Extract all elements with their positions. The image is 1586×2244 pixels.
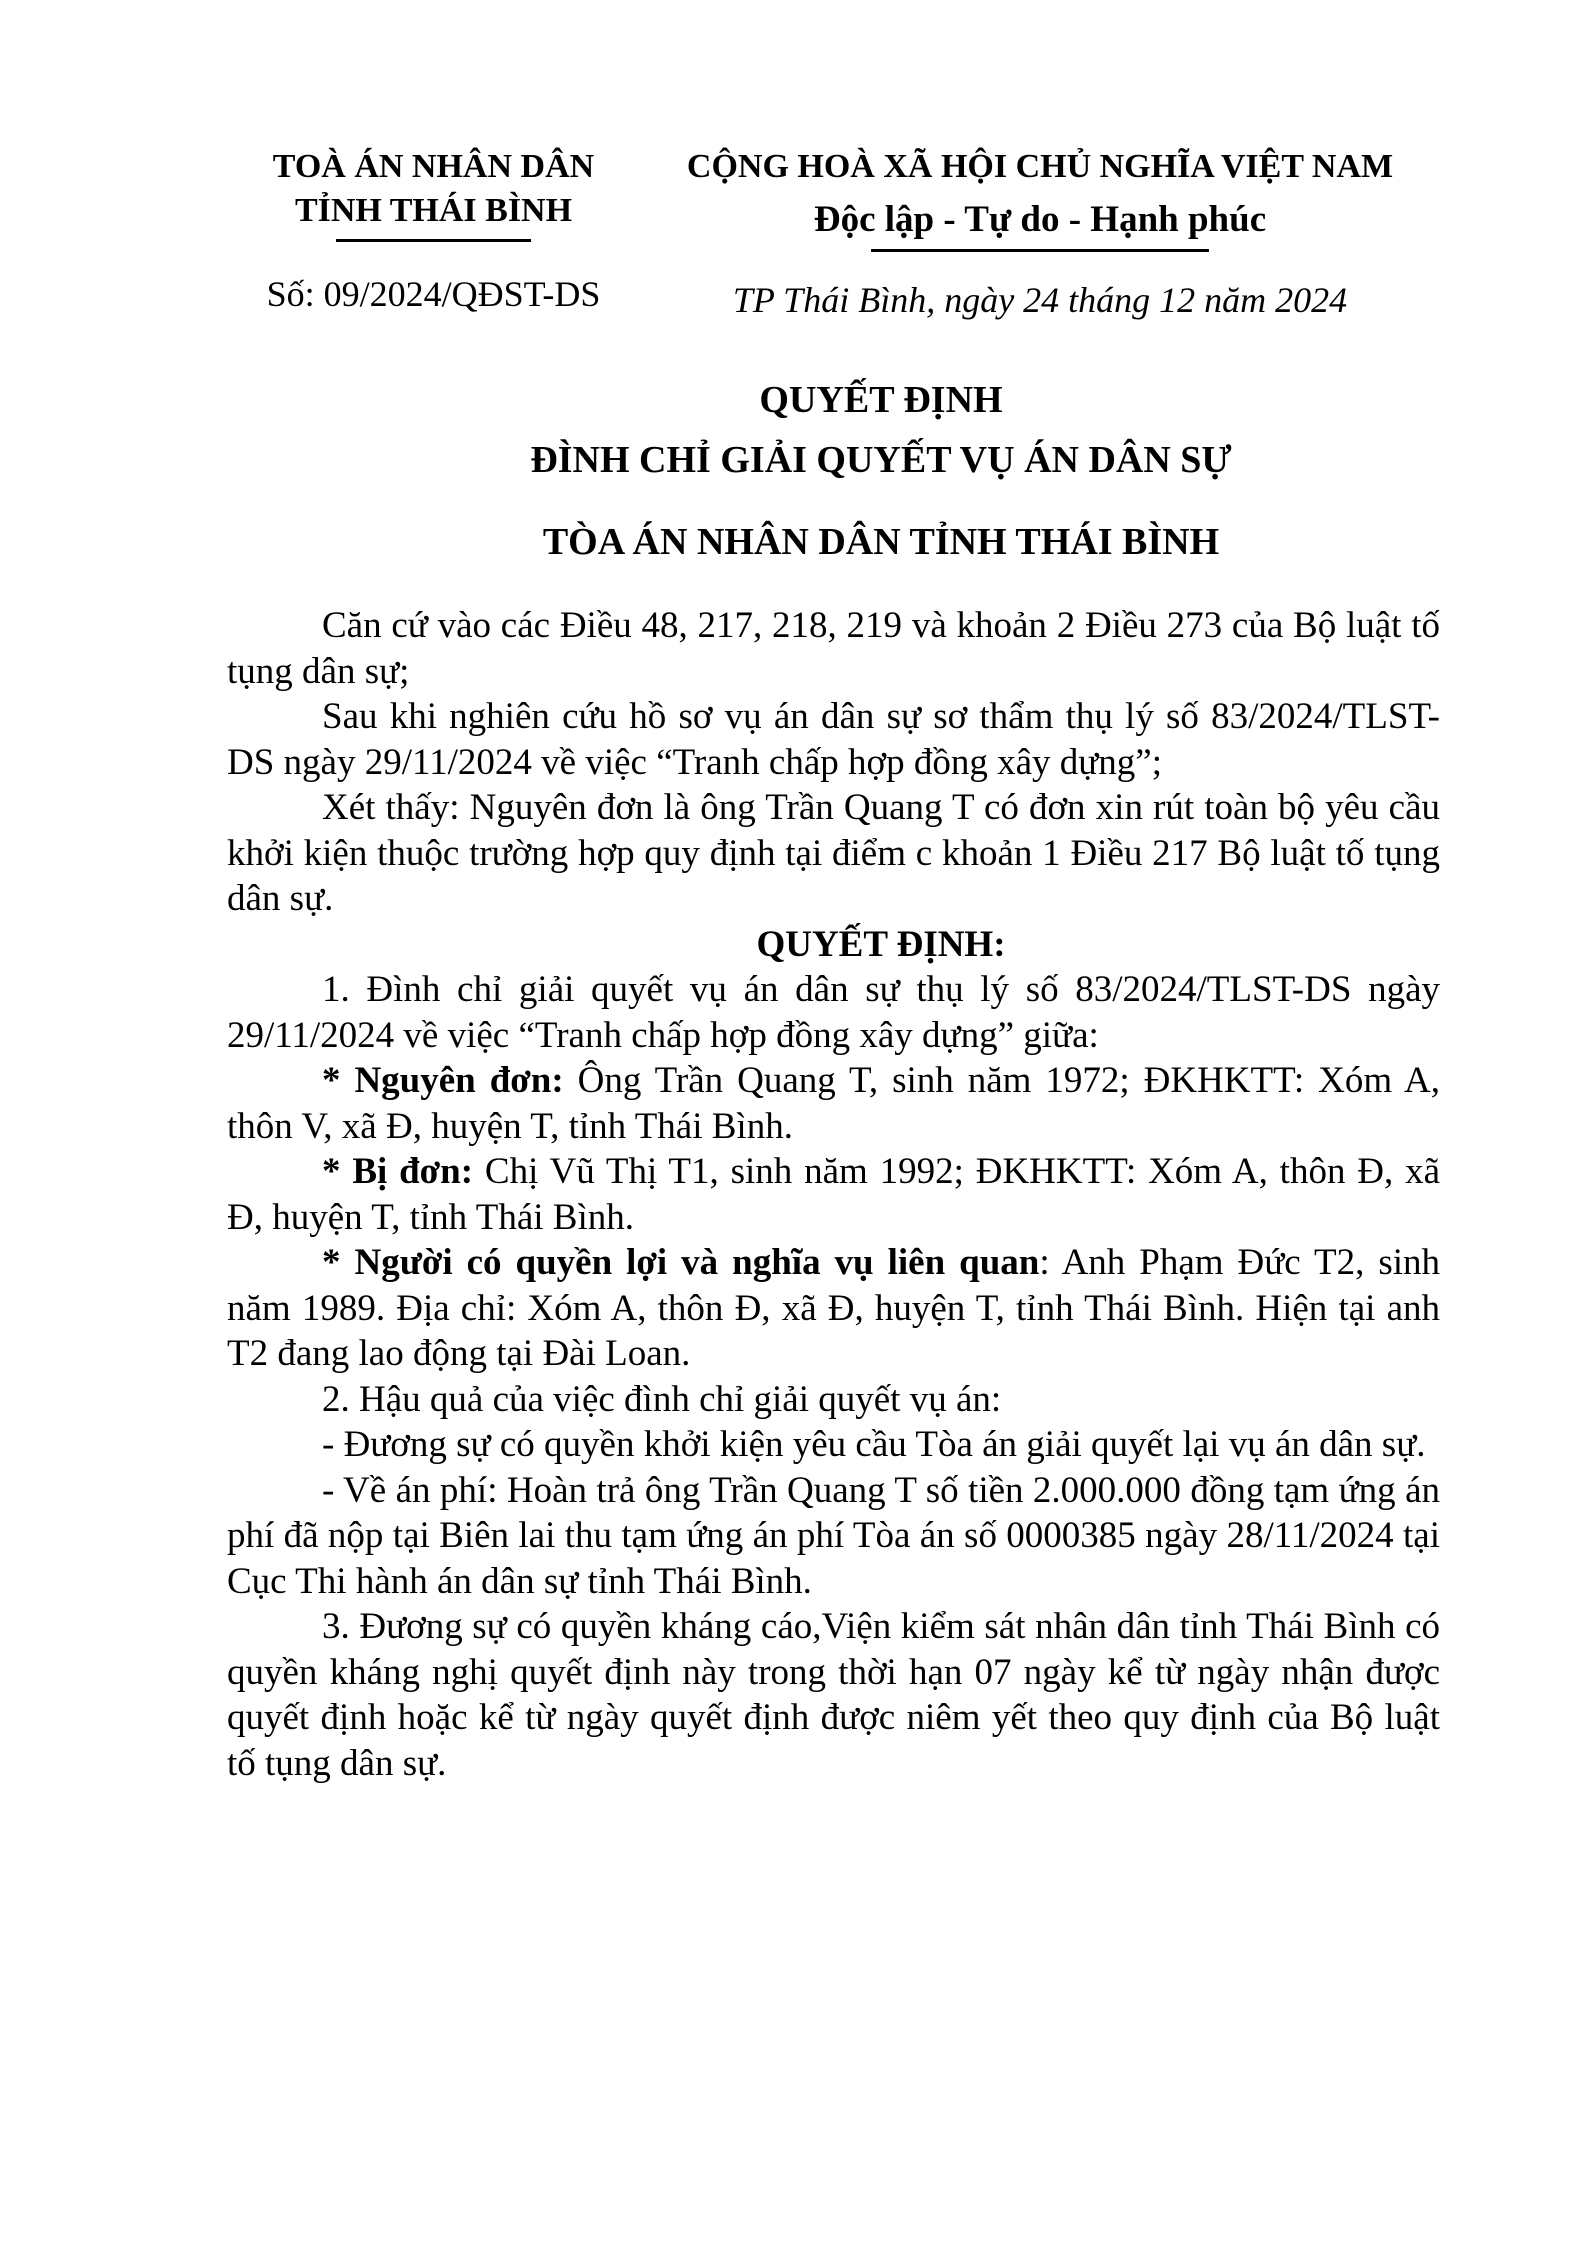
decision-item-2-point: - Về án phí: Hoàn trả ông Trần Quang T số tiền 2.000.000 đồng tạm ứng án phí đã nộp tại Biên lai thu tạm ứng án phí Tòa án số 0000385 ngày 28/11/2024 tại Cục Thi hành án dân sự tỉnh Thái Bình. bbox=[227, 1469, 1440, 1602]
document-number: Số: 09/2024/QĐST-DS bbox=[266, 274, 601, 314]
header-left-rule bbox=[336, 239, 531, 242]
party-defendant-label: * Bị đơn: bbox=[322, 1151, 474, 1192]
party-plaintiff-label: * Nguyên đơn: bbox=[322, 1060, 564, 1101]
country-name-line: CỘNG HOÀ XÃ HỘI CHỦ NGHĨA VIỆT NAM bbox=[686, 148, 1394, 185]
document-header bbox=[227, 145, 1440, 322]
document-court-title: TÒA ÁN NHÂN DÂN TỈNH THÁI BÌNH bbox=[542, 521, 1220, 563]
issuing-authority-block bbox=[227, 145, 640, 322]
document-subtitle: ĐÌNH CHỈ GIẢI QUYẾT VỤ ÁN DÂN SỰ bbox=[530, 439, 1232, 481]
preamble-paragraph: Xét thấy: Nguyên đơn là ông Trần Quang T có đơn xin rút toàn bộ yêu cầu khởi kiện thuộc trường hợp quy định tại điểm c khoản 1 Điều 217 Bộ luật tố tụng dân sự. bbox=[227, 787, 1440, 919]
document-body bbox=[227, 603, 1440, 1786]
document-title-block bbox=[227, 377, 1440, 565]
national-motto-line: Độc lập - Tự do - Hạnh phúc bbox=[813, 199, 1267, 240]
preamble-paragraph: Sau khi nghiên cứu hồ sơ vụ án dân sự sơ thẩm thụ lý số 83/2024/TLST-DS ngày 29/11/2024 về việc “Tranh chấp hợp đồng xây dựng”; bbox=[227, 696, 1440, 783]
document-title: QUYẾT ĐỊNH bbox=[759, 379, 1003, 421]
party-related-person bbox=[227, 1240, 1440, 1377]
place-date-line: TP Thái Bình, ngày 24 tháng 12 năm 2024 bbox=[732, 280, 1348, 320]
header-right-rule bbox=[871, 249, 1209, 252]
party-plaintiff bbox=[227, 1058, 1440, 1149]
preamble-paragraph: Căn cứ vào các Điều 48, 217, 218, 219 và khoản 2 Điều 273 của Bộ luật tố tụng dân sự; bbox=[227, 605, 1440, 692]
party-defendant-text: Chị Vũ Thị T1, sinh năm 1992; ĐKHKTT: Xóm A, thôn Đ, xã Đ, huyện T, tỉnh Thái Bình. bbox=[227, 1151, 1440, 1238]
national-header-block bbox=[640, 145, 1440, 322]
party-plaintiff-text: Ông Trần Quang T, sinh năm 1972; ĐKHKTT: Xóm A, thôn V, xã Đ, huyện T, tỉnh Thái Bình. bbox=[227, 1060, 1440, 1147]
party-defendant bbox=[227, 1149, 1440, 1240]
party-related-person-label: * Người có quyền lợi và nghĩa vụ liên quan bbox=[322, 1242, 1040, 1283]
party-related-person-text: : Anh Phạm Đức T2, sinh năm 1989. Địa chỉ: Xóm A, thôn Đ, xã Đ, huyện T, tỉnh Thái Bình. Hiện tại anh T2 đang lao động tại Đài Loan. bbox=[227, 1242, 1441, 1374]
decision-item-1: 1. Đình chỉ giải quyết vụ án dân sự thụ lý số 83/2024/TLST-DS ngày 29/11/2024 về việc “Tranh chấp hợp đồng xây dựng” giữa: bbox=[227, 969, 1440, 1056]
decision-item-2-point: - Đương sự có quyền khởi kiện yêu cầu Tòa án giải quyết lại vụ án dân sự. bbox=[322, 1424, 1426, 1465]
decision-item-3: 3. Đương sự có quyền kháng cáo,Viện kiểm sát nhân dân tỉnh Thái Bình có quyền kháng nghị quyết định này trong thời hạn 07 ngày kể từ ngày nhận được quyết định hoặc kể từ ngày quyết định được niêm yết theo quy định của Bộ luật tố tụng dân sự. bbox=[227, 1606, 1440, 1784]
decision-heading: QUYẾT ĐỊNH: bbox=[756, 923, 1006, 965]
decision-item-2: 2. Hậu quả của việc đình chỉ giải quyết vụ án: bbox=[322, 1378, 1002, 1420]
authority-name-line1: TOÀ ÁN NHÂN DÂN bbox=[272, 148, 595, 185]
authority-name-line2: TỈNH THÁI BÌNH bbox=[294, 192, 573, 229]
